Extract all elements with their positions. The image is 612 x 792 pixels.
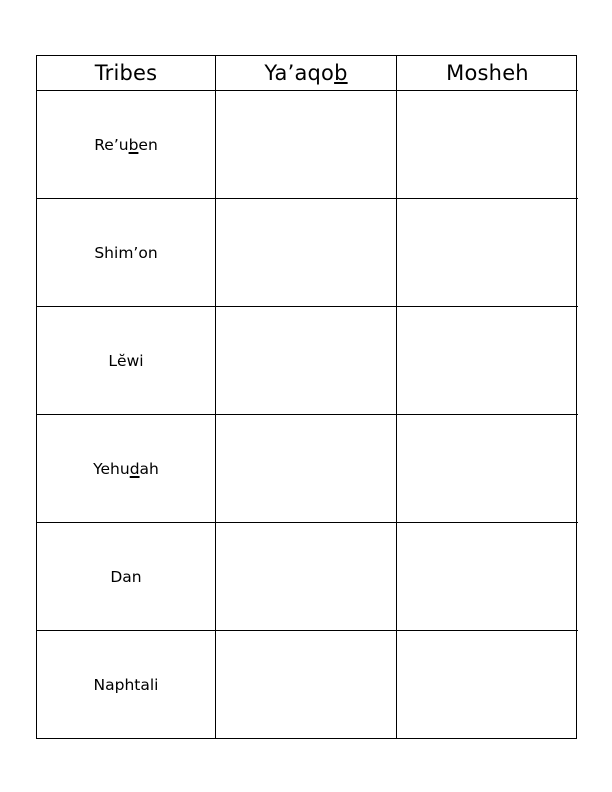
yaaqob-cell[interactable] bbox=[216, 91, 397, 199]
label-text: Lĕwi bbox=[108, 351, 144, 370]
label-text: Mosheh bbox=[446, 61, 529, 85]
tribe-name-reuben bbox=[37, 91, 216, 199]
yaaqob-cell[interactable] bbox=[216, 199, 397, 307]
mosheh-cell[interactable] bbox=[397, 199, 578, 307]
cell-label bbox=[94, 676, 159, 694]
tribe-name-shimon bbox=[37, 199, 216, 307]
cell-label bbox=[93, 460, 159, 478]
label-text: Yehu bbox=[93, 459, 130, 478]
label-text: Naphtali bbox=[93, 676, 159, 694]
mosheh-cell[interactable] bbox=[397, 91, 578, 199]
label-text: Shim’on bbox=[94, 243, 158, 262]
cell-label bbox=[446, 61, 529, 85]
label-text: en bbox=[138, 135, 158, 154]
yaaqob-cell[interactable] bbox=[216, 631, 397, 739]
cell-label bbox=[108, 352, 143, 370]
underlined-letter: d bbox=[129, 459, 140, 478]
yaaqob-cell[interactable] bbox=[216, 415, 397, 523]
cell-label bbox=[94, 244, 157, 262]
tribes-table bbox=[36, 55, 577, 739]
tribe-name-lewi bbox=[37, 307, 216, 415]
header-tribes bbox=[37, 56, 216, 91]
cell-label bbox=[94, 136, 158, 154]
label-text: ah bbox=[139, 459, 159, 478]
label-text: Ya’aqo bbox=[264, 61, 335, 85]
yaaqob-cell[interactable] bbox=[216, 523, 397, 631]
mosheh-cell[interactable] bbox=[397, 631, 578, 739]
mosheh-cell[interactable] bbox=[397, 415, 578, 523]
tribe-name-naphtali bbox=[37, 631, 216, 739]
header-yaaqob bbox=[216, 56, 397, 91]
label-text: Re’u bbox=[94, 135, 129, 154]
mosheh-cell[interactable] bbox=[397, 307, 578, 415]
cell-label bbox=[264, 61, 347, 85]
yaaqob-cell[interactable] bbox=[216, 307, 397, 415]
header-mosheh bbox=[397, 56, 578, 91]
tribe-name-dan bbox=[37, 523, 216, 631]
tribe-name-yehudah bbox=[37, 415, 216, 523]
cell-label bbox=[110, 568, 141, 586]
underlined-letter: b bbox=[334, 61, 348, 85]
cell-label bbox=[95, 61, 158, 85]
mosheh-cell[interactable] bbox=[397, 523, 578, 631]
label-text: Dan bbox=[110, 567, 142, 586]
label-text: Tribes bbox=[94, 61, 158, 85]
underlined-letter: b bbox=[128, 135, 139, 154]
